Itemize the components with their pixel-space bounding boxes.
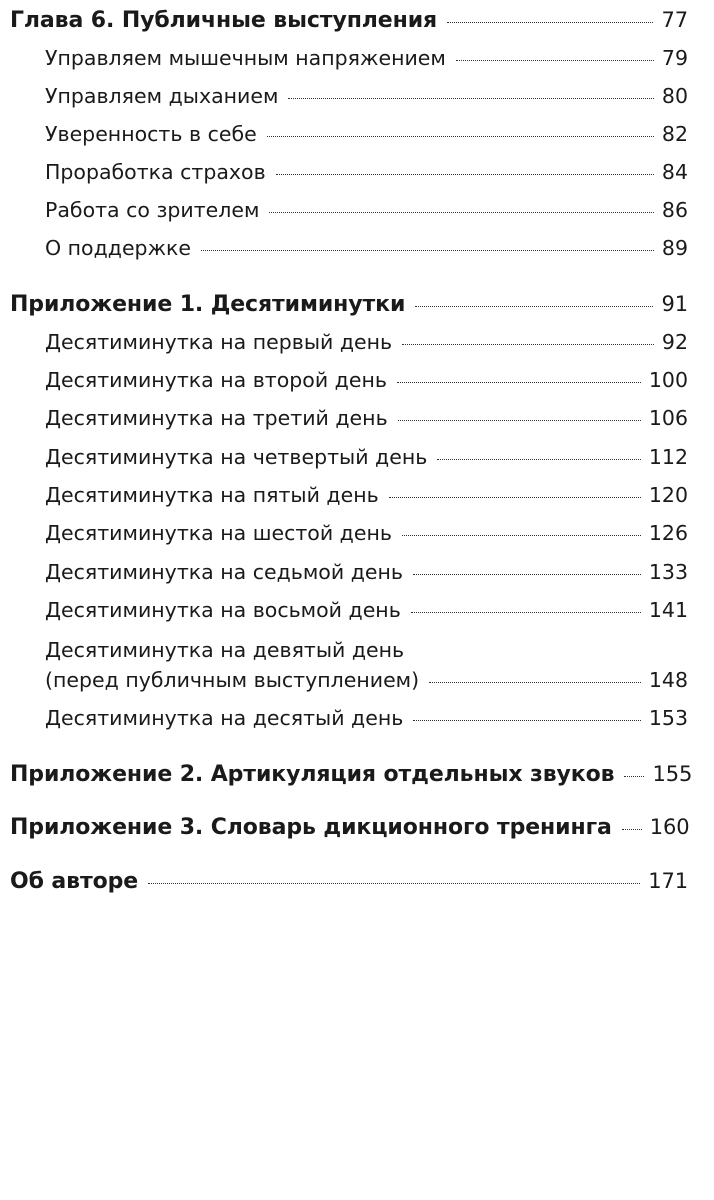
toc-entry-day-4[interactable] xyxy=(45,445,688,469)
dot-leader xyxy=(413,574,641,575)
toc-entry-page: 80 xyxy=(661,84,688,108)
toc-entry-day-8[interactable] xyxy=(45,598,688,622)
toc-entry-page: 92 xyxy=(661,330,688,354)
toc-entry-title: Приложение 2. Артикуляция отдельных звуков xyxy=(10,762,615,787)
toc-entry-page: 120 xyxy=(648,483,688,507)
toc-entry-page: 160 xyxy=(649,815,690,839)
toc-entry-day-6[interactable] xyxy=(45,521,688,545)
dot-leader xyxy=(276,174,654,175)
toc-entry-page: 91 xyxy=(661,292,688,316)
toc-entry-title: Десятиминутка на седьмой день xyxy=(45,560,403,584)
toc-entry-title: Десятиминутка на четвертый день xyxy=(45,445,428,469)
toc-entry-title: О поддержке xyxy=(45,236,192,260)
toc-entry-title: Десятиминутка на восьмой день xyxy=(45,598,401,622)
dot-leader xyxy=(622,829,642,830)
toc-entry-muscle-tension[interactable] xyxy=(45,46,688,70)
toc-entry-title: Десятиминутка на третий день xyxy=(45,406,388,430)
toc-entry-appendix-2[interactable] xyxy=(10,762,693,787)
toc-entry-page: 141 xyxy=(648,598,688,622)
dot-leader xyxy=(415,306,653,307)
toc-entry-title: Управляем дыханием xyxy=(45,84,279,108)
dot-leader xyxy=(288,98,653,99)
toc-entry-fears[interactable] xyxy=(45,160,688,184)
toc-entry-page: 171 xyxy=(648,869,688,893)
toc-entry-title: Работа со зрителем xyxy=(45,198,260,222)
dot-leader xyxy=(447,22,653,23)
toc-entry-page: 82 xyxy=(661,122,688,146)
toc-entry-audience[interactable] xyxy=(45,198,688,222)
toc-entry-page: 112 xyxy=(648,445,688,469)
toc-entry-day-5[interactable] xyxy=(45,483,688,507)
toc-entry-page: 79 xyxy=(661,46,688,70)
toc-entry-title: Десятиминутка на шестой день xyxy=(45,521,392,545)
toc-entry-page: 84 xyxy=(661,160,688,184)
dot-leader xyxy=(389,497,641,498)
dot-leader xyxy=(402,535,641,536)
toc-entry-day-2[interactable] xyxy=(45,368,688,392)
toc-entry-chapter-6[interactable] xyxy=(10,8,688,33)
toc-entry-page: 153 xyxy=(648,706,688,730)
toc-entry-confidence[interactable] xyxy=(45,122,688,146)
toc-entry-title: Глава 6. Публичные выступления xyxy=(10,8,438,33)
dot-leader xyxy=(269,212,653,213)
toc-entry-title: Десятиминутка на десятый день xyxy=(45,706,404,730)
toc-entry-day-1[interactable] xyxy=(45,330,688,354)
toc-entry-page: 100 xyxy=(648,368,688,392)
toc-entry-page: 89 xyxy=(661,236,688,260)
toc-entry-title: Десятиминутка на пятый день xyxy=(45,483,379,507)
toc-entry-title: Проработка страхов xyxy=(45,160,266,184)
toc-entry-page: 106 xyxy=(648,406,688,430)
toc-entry-day-9-first-line: Десятиминутка на девятый день xyxy=(45,638,405,662)
toc-entry-title: Приложение 3. Словарь дикционного тренинга xyxy=(10,815,612,840)
dot-leader xyxy=(267,136,654,137)
dot-leader xyxy=(413,720,641,721)
toc-entry-page: 155 xyxy=(652,762,693,786)
dot-leader xyxy=(402,344,654,345)
dot-leader xyxy=(429,682,641,683)
toc-entry-page: 77 xyxy=(661,8,688,32)
toc-entry-title: Об авторе xyxy=(10,869,139,894)
toc-entry-page: 126 xyxy=(648,521,688,545)
toc-entry-title: Десятиминутка на первый день xyxy=(45,330,393,354)
dot-leader xyxy=(437,459,641,460)
dot-leader xyxy=(411,612,641,613)
toc-entry-day-10[interactable] xyxy=(45,706,688,730)
toc-entry-title: Приложение 1. Десятиминутки xyxy=(10,292,406,317)
toc-entry-title: Уверенность в себе xyxy=(45,122,257,146)
dot-leader xyxy=(201,250,654,251)
toc-entry-about-author[interactable] xyxy=(10,869,688,894)
dot-leader xyxy=(398,420,641,421)
toc-entry-page: 86 xyxy=(661,198,688,222)
toc-entry-title: (перед публичным выступлением) xyxy=(45,668,420,692)
toc-entry-page: 133 xyxy=(648,560,688,584)
toc-entry-day-3[interactable] xyxy=(45,406,688,430)
toc-entry-support[interactable] xyxy=(45,236,688,260)
toc-entry-appendix-3[interactable] xyxy=(10,815,688,840)
dot-leader xyxy=(148,883,640,884)
toc-entry-breathing[interactable] xyxy=(45,84,688,108)
dot-leader xyxy=(397,382,641,383)
toc-entry-day-7[interactable] xyxy=(45,560,688,584)
dot-leader xyxy=(456,60,654,61)
toc-entry-title: Десятиминутка на второй день xyxy=(45,368,387,392)
dot-leader xyxy=(624,776,644,777)
toc-entry-page: 148 xyxy=(648,668,688,692)
toc-entry-day-9[interactable] xyxy=(45,668,688,692)
toc-entry-appendix-1[interactable] xyxy=(10,292,688,317)
toc-entry-title: Управляем мышечным напряжением xyxy=(45,46,446,70)
